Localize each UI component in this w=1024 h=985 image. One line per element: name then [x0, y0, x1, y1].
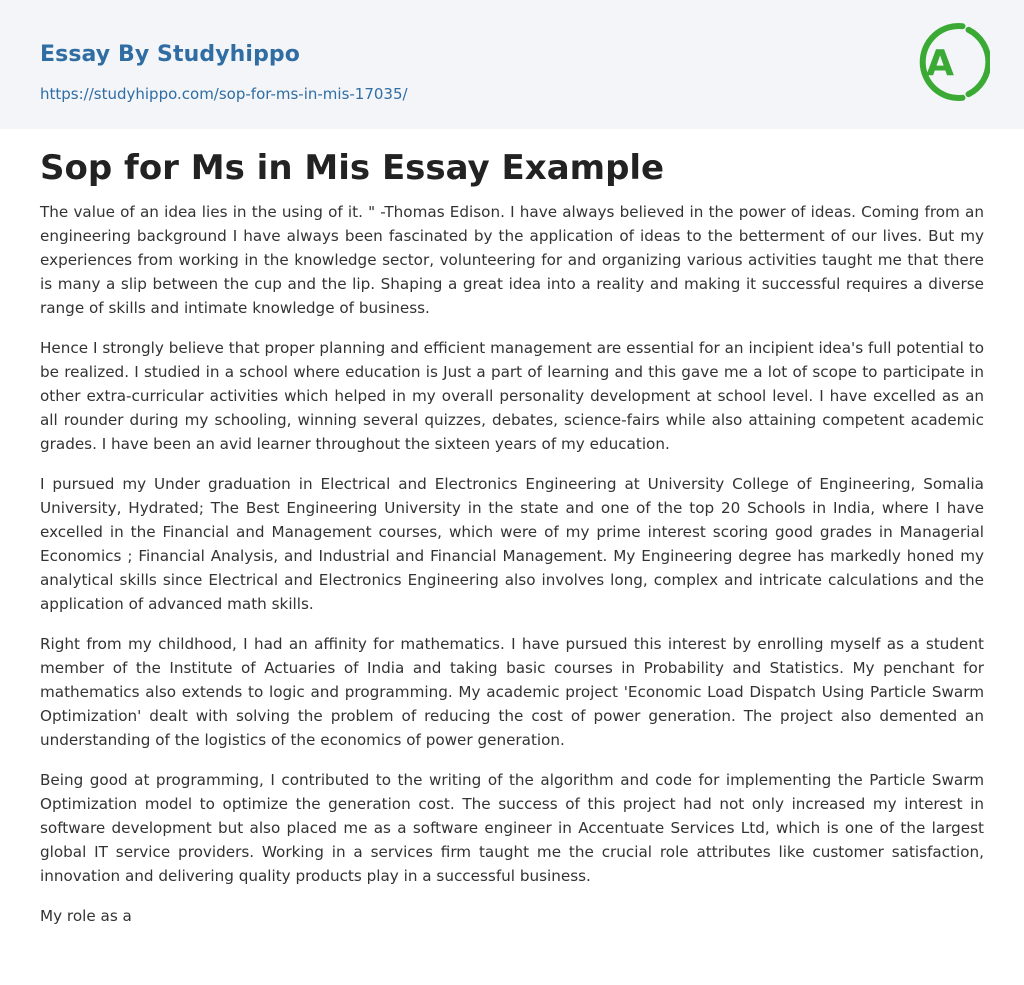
essay-paragraph: I pursued my Under graduation in Electrical and Electronics Engineering at University College of Engineering, Somalia University, Hydrated; The Best Engineering University in the state and one of the top 20 Schools in India, where I have excelled in the Financial and Management courses, which were of my prime interest scoring good grades in Managerial Economics ; Financial Analysis, and Industrial and Financial Management. My Engineering degree has markedly honed my analytical skills since Electrical and Electronics Engineering also involves long, complex and intricate calculations and the application of advanced math skills.: [40, 475, 984, 613]
logo-letter: A: [926, 43, 954, 84]
page-header: [0, 0, 1024, 129]
page-title: Sop for Ms in Mis Essay Example: [40, 148, 665, 188]
essay-paragraph-truncated: My role as a: [40, 907, 132, 925]
essay-paragraph: Right from my childhood, I had an affinity for mathematics. I have pursued this interest by enrolling myself as a student member of the Institute of Actuaries of India and taking basic courses in Probability and Statistics. My penchant for mathematics also extends to logic and programming. My academic project 'Economic Load Dispatch Using Particle Swarm Optimization' dealt with solving the problem of reducing the cost of power generation. The project also demented an understanding of the logistics of the economics of power generation.: [40, 635, 984, 749]
essay-paragraph: Hence I strongly believe that proper planning and efficient management are essential for an incipient idea's full potential to be realized. I studied in a school where education is Just a part of learning and this gave me a lot of scope to participate in other extra-curricular activities which helped in my overall personality development at school level. I have excelled as an all rounder during my schooling, winning several quizzes, debates, science-fairs while also attaining competent academic grades. I have been an avid learner throughout the sixteen years of my education.: [40, 339, 984, 453]
essay-paragraph: The value of an idea lies in the using of it. " -Thomas Edison. I have always believed in the power of ideas. Coming from an engineering background I have always been fascinated by the application of ideas to the betterment of our lives. But my experiences from working in the knowledge sector, volunteering for and organizing various activities taught me that there is many a slip between the cup and the lip. Shaping a great idea into a reality and making it successful requires a diverse range of skills and intimate knowledge of business.: [40, 203, 984, 317]
source-url-link[interactable]: https://studyhippo.com/sop-for-ms-in-mis-17035/: [40, 85, 408, 103]
essay-paragraph: Being good at programming, I contributed to the writing of the algorithm and code for implementing the Particle Swarm Optimization model to optimize the generation cost. The success of this project had not only increased my interest in software development but also placed me as a software engineer in Accentuate Services Ltd, which is one of the largest global IT service providers. Working in a services firm taught me the crucial role attributes like customer satisfaction, innovation and delivering quality products play in a successful business.: [40, 771, 984, 885]
studyhippo-logo-icon[interactable]: [906, 18, 990, 106]
site-title: Essay By Studyhippo: [40, 42, 300, 67]
essay-body: [40, 200, 984, 944]
